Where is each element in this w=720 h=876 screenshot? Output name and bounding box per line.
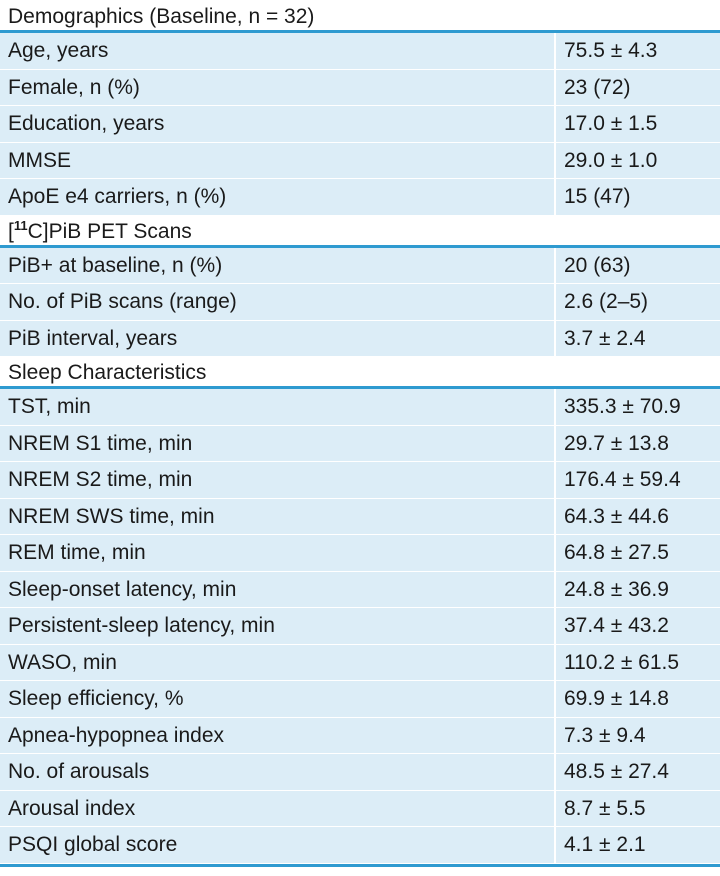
row-value: 8.7 ± 5.5	[554, 791, 720, 827]
row-value: 48.5 ± 27.4	[554, 754, 720, 790]
table-row	[0, 681, 720, 718]
row-label: NREM SWS time, min	[8, 504, 215, 528]
section-title: Sleep Characteristics	[8, 361, 207, 384]
row-label: REM time, min	[8, 541, 146, 564]
row-value: 20 (63)	[554, 248, 720, 284]
row-label: ApoE e4 carriers, n (%)	[8, 185, 227, 208]
table-row	[0, 718, 720, 755]
table-row	[0, 791, 720, 828]
table-row	[0, 754, 720, 791]
row-label: TST, min	[8, 395, 91, 418]
row-value: 23 (72)	[554, 70, 720, 106]
row-value: 69.9 ± 14.8	[554, 681, 720, 717]
row-label: Sleep efficiency, %	[8, 687, 184, 710]
row-label: Education, years	[8, 112, 165, 135]
table-row	[0, 645, 720, 682]
table-row	[0, 284, 720, 321]
row-value: 75.5 ± 4.3	[554, 33, 720, 69]
table-row	[0, 499, 720, 536]
row-value: 64.3 ± 44.6	[554, 499, 720, 535]
row-label: PiB interval, years	[8, 326, 178, 350]
section-header-demographics	[0, 0, 720, 33]
table-row	[0, 179, 720, 216]
section-title: Demographics (Baseline, n = 32)	[8, 5, 315, 28]
table-row	[0, 33, 720, 70]
section-title-prefix: [	[8, 219, 14, 243]
row-label: Persistent-sleep latency, min	[8, 614, 275, 637]
table-row	[0, 572, 720, 609]
row-label: Apnea-hypopnea index	[8, 723, 225, 747]
table-bottom-rule	[0, 864, 720, 867]
row-label: Age, years	[8, 39, 109, 62]
row-label: No. of PiB scans (range)	[8, 290, 237, 313]
row-value: 3.7 ± 2.4	[554, 321, 720, 357]
row-label: Female, n (%)	[8, 75, 140, 99]
row-label: No. of arousals	[8, 760, 150, 783]
table-row	[0, 248, 720, 285]
section-header-pib-pet-scans	[0, 216, 720, 248]
table-row	[0, 608, 720, 645]
row-value: 29.7 ± 13.8	[554, 426, 720, 462]
row-label: PiB+ at baseline, n (%)	[8, 253, 223, 277]
row-value: 2.6 (2–5)	[554, 284, 720, 320]
row-label: NREM S2 time, min	[8, 468, 193, 491]
row-value: 64.8 ± 27.5	[554, 535, 720, 571]
row-label: Sleep-onset latency, min	[8, 577, 237, 601]
row-value: 335.3 ± 70.9	[554, 389, 720, 425]
row-value: 110.2 ± 61.5	[554, 645, 720, 681]
section-title: C]PiB PET Scans	[27, 219, 192, 243]
row-value: 37.4 ± 43.2	[554, 608, 720, 644]
row-value: 4.1 ± 2.1	[554, 827, 720, 863]
table-row	[0, 143, 720, 180]
row-label: MMSE	[8, 148, 71, 172]
table-row	[0, 426, 720, 463]
row-label: WASO, min	[8, 650, 117, 674]
table-row	[0, 389, 720, 426]
row-value: 15 (47)	[554, 179, 720, 215]
row-value: 29.0 ± 1.0	[554, 143, 720, 179]
row-value: 7.3 ± 9.4	[554, 718, 720, 754]
table-row	[0, 827, 720, 864]
row-value: 17.0 ± 1.5	[554, 106, 720, 142]
row-label: PSQI global score	[8, 833, 178, 856]
isotope-superscript: 11	[13, 217, 28, 233]
row-label: Arousal index	[8, 796, 136, 820]
row-label: NREM S1 time, min	[8, 431, 193, 455]
section-header-sleep-characteristics	[0, 357, 720, 389]
table-row	[0, 535, 720, 572]
table-row	[0, 106, 720, 143]
row-value: 24.8 ± 36.9	[554, 572, 720, 608]
table-row	[0, 321, 720, 358]
table-row	[0, 70, 720, 107]
table-row	[0, 462, 720, 499]
row-value: 176.4 ± 59.4	[554, 462, 720, 498]
